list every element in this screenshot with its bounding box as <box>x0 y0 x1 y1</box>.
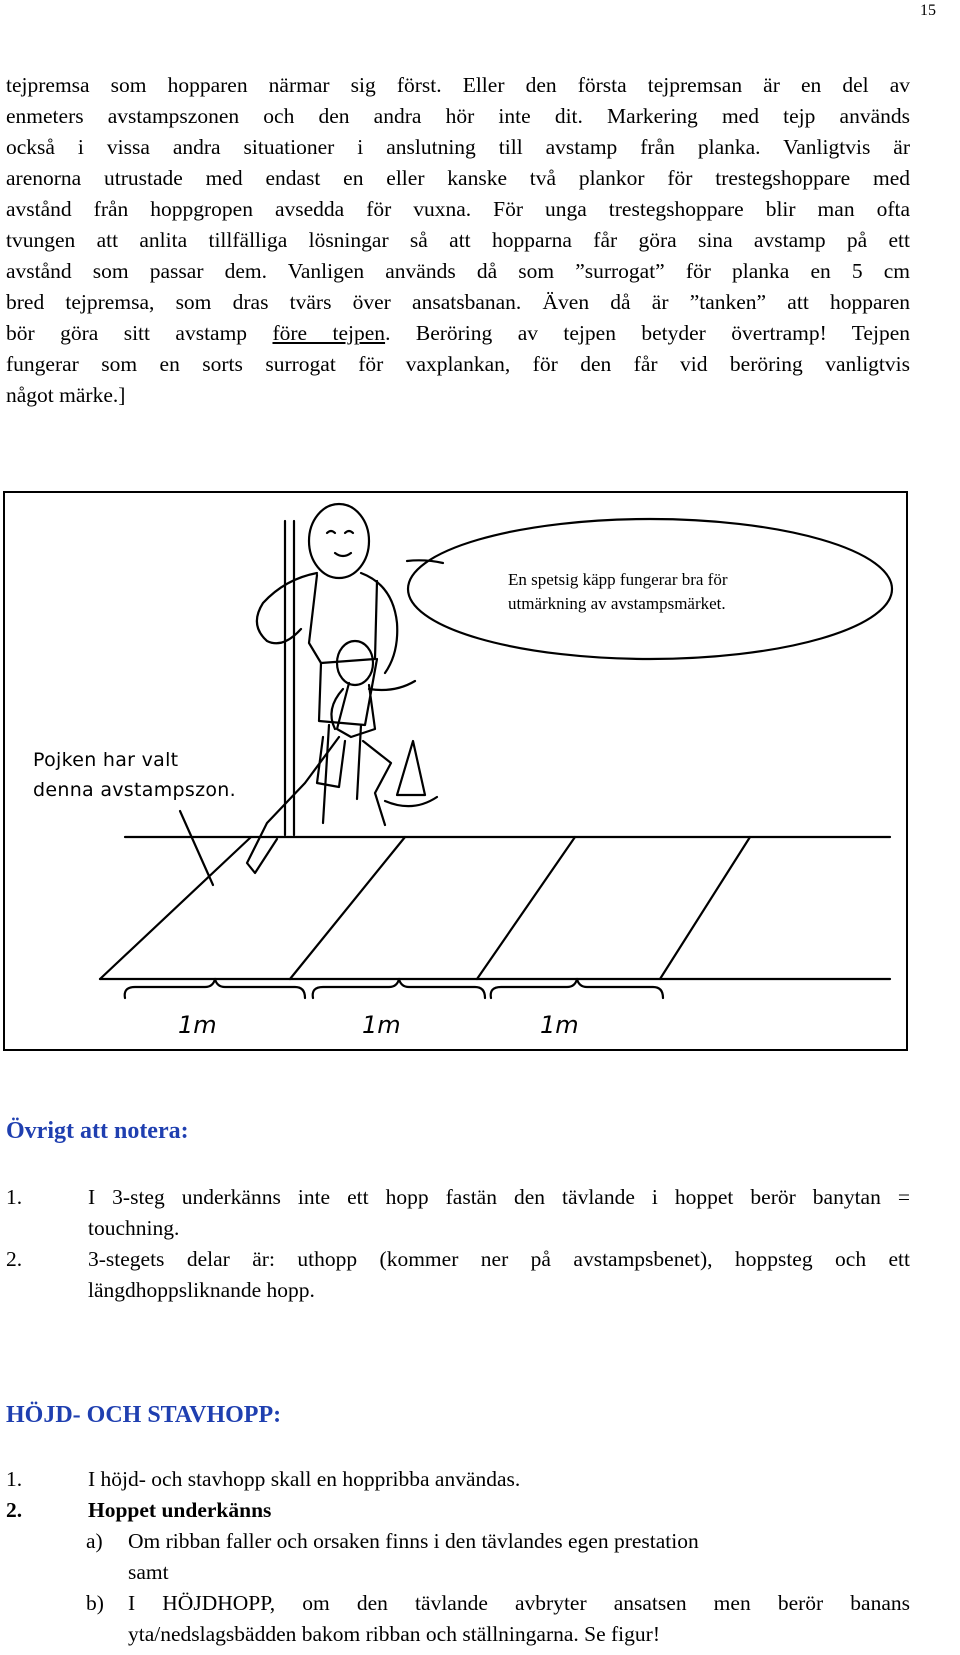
list-text: I höjd- och stavhopp skall en hoppribba användas. <box>88 1467 521 1491</box>
section-heading: HÖJD- OCH STAVHOPP: <box>6 1402 282 1428</box>
list-number: 2. <box>6 1247 23 1271</box>
adult-head <box>309 504 369 578</box>
paragraph-line: arenorna utrustade med endast en eller kanske två plankor för trestegshoppare med <box>6 166 910 190</box>
paragraph-line: bred tejpremsa, som dras tvärs över ansatsbanan. Även då är ”tanken” att hopparen <box>6 290 910 314</box>
adult-arm <box>257 573 317 643</box>
boy-head <box>337 641 373 685</box>
list-number: 1. <box>6 1185 23 1209</box>
list-text: längdhoppsliknande hopp. <box>88 1278 315 1302</box>
sub-list-label: b) <box>86 1591 104 1615</box>
zone-line <box>290 837 405 979</box>
sub-list-label: a) <box>86 1529 103 1553</box>
adult-arm <box>361 573 397 673</box>
adult-torso <box>309 575 377 663</box>
zone-line <box>100 837 251 979</box>
underlined-text: före tejpen <box>272 321 386 345</box>
paragraph-line: också i vissa andra situationer i anslutning till avstamp från planka. Vanligtvis är <box>6 135 910 159</box>
meter-label: 1m <box>540 1011 579 1039</box>
adult-legs <box>323 725 361 823</box>
cone <box>397 741 425 795</box>
meter-brace <box>491 979 663 998</box>
page-number: 15 <box>920 2 936 19</box>
list-text: 3-stegets delar är: uthopp (kommer ner på avstampsbenet), hoppsteg och ett <box>88 1247 910 1271</box>
figure-frame <box>3 491 908 1051</box>
paragraph-line: avstånd som passar dem. Vanligen används då som ”surrogat” för planka en 5 cm <box>6 259 910 283</box>
meter-label: 1m <box>362 1011 401 1039</box>
boy-label-line: denna avstampszon. <box>33 779 236 801</box>
list-text: Hoppet underkänns <box>88 1498 272 1522</box>
sub-list-text: samt <box>128 1560 169 1584</box>
list-text: touchning. <box>88 1216 180 1240</box>
paragraph-line <box>6 318 910 349</box>
paragraph-line: enmeters avstampszonen och den andra hör inte dit. Markering med tejp används <box>6 104 910 128</box>
boy-torso <box>337 683 375 737</box>
paragraph-line: tejpremsa som hopparen närmar sig först. Eller den första tejpremsan är en del av <box>6 73 910 97</box>
list-number: 2. <box>6 1498 23 1522</box>
list-number: 1. <box>6 1467 23 1491</box>
boy-label-line: Pojken har valt <box>33 749 179 771</box>
paragraph-line: tvungen att anlita tillfälliga lösningar så att hopparna får göra sina avstamp på ett <box>6 228 910 252</box>
speech-bubble-text: En spetsig käpp fungerar bra för utmärkning av avstampsmärket. <box>508 570 728 613</box>
boy-leg <box>363 741 391 825</box>
label-arrow <box>180 811 213 885</box>
boy-arm <box>369 681 415 690</box>
sub-list-text: I HÖJDHOPP, om den tävlande avbryter ansatsen men berör banans <box>128 1591 910 1615</box>
list-text: I 3-steg underkänns inte ett hopp fastän den tävlande i hoppet berör banytan = <box>88 1185 910 1209</box>
meter-brace <box>125 979 305 998</box>
zone-line <box>477 837 575 979</box>
paragraph-text: . Beröring av tejpen betyder övertramp! Tejpen <box>385 321 910 345</box>
paragraph-line: avstånd från hoppgropen avsedda för vuxna. För unga trestegshoppare blir man ofta <box>6 197 910 221</box>
zone-line <box>660 837 750 979</box>
boy-label <box>33 745 236 805</box>
paragraph-text: bör göra sitt avstamp <box>6 321 273 345</box>
meter-brace <box>313 979 485 998</box>
paragraph-line: något märke.] <box>6 383 126 407</box>
sub-list-text: yta/nedslagsbädden bakom ribban och ställningarna. Se figur! <box>128 1622 660 1646</box>
meter-label: 1m <box>178 1011 217 1039</box>
sub-list-text: Om ribban faller och orsaken finns i den tävlandes egen prestation <box>128 1529 699 1553</box>
section-heading: Övrigt att notera: <box>6 1118 189 1144</box>
paragraph-line: fungerar som en sorts surrogat för vaxplankan, för den får vid beröring vanligtvis <box>6 352 910 376</box>
